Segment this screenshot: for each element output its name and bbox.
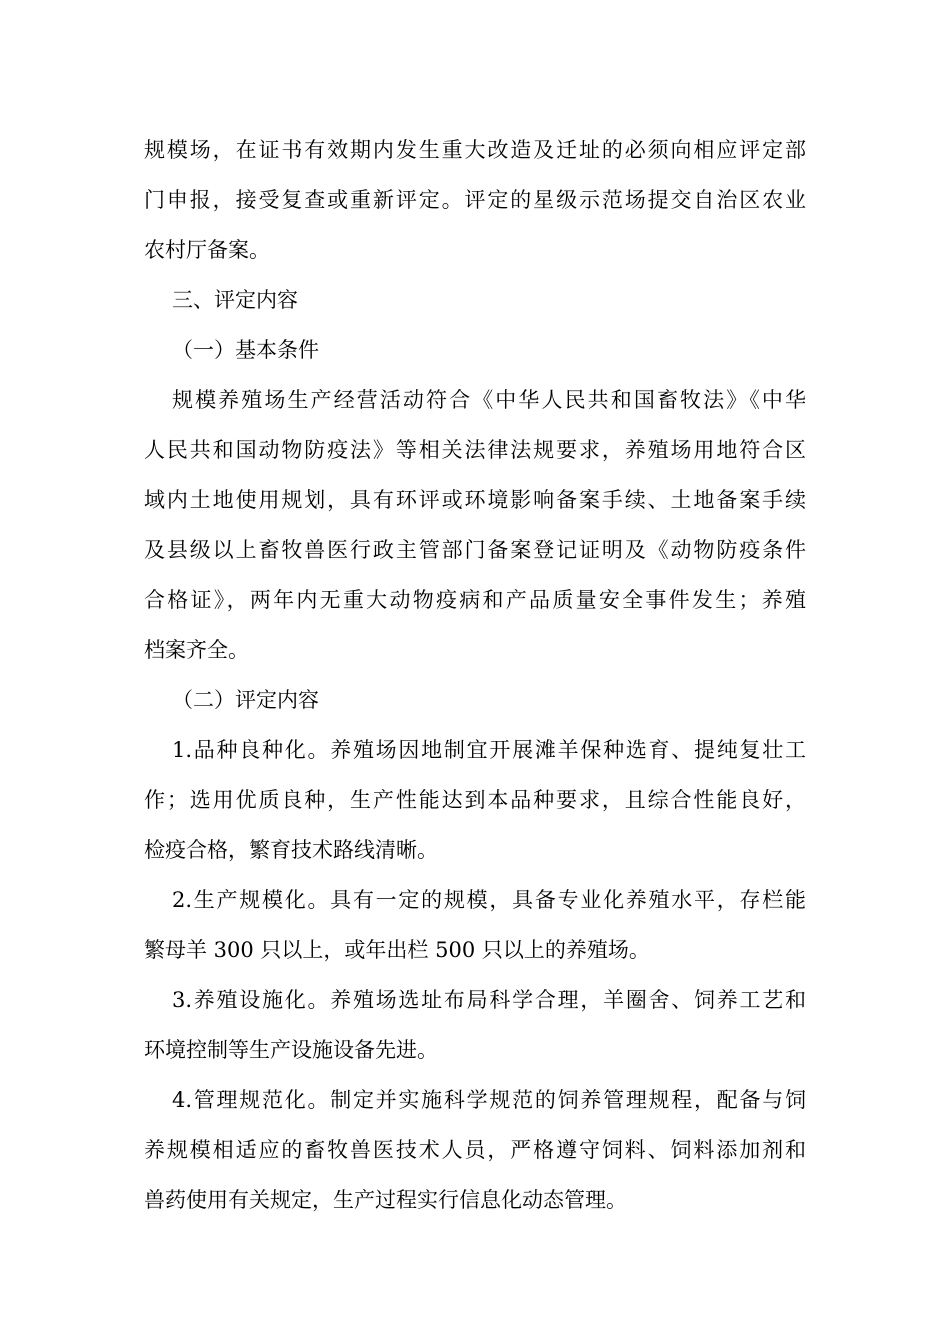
subsection-heading: （二）评定内容 (172, 688, 319, 712)
paragraph-line: 2.生产规模化。具有一定的规模，具备专业化养殖水平，存栏能 (172, 888, 806, 912)
paragraph-line: 3.养殖设施化。养殖场选址布局科学合理，羊圈舍、饲养工艺和 (172, 988, 806, 1012)
paragraph-line: 4.管理规范化。制定并实施科学规范的饲养管理规程，配备与饲 (172, 1088, 806, 1112)
paragraph-line: 门申报，接受复查或重新评定。评定的星级示范场提交自治区农业 (144, 188, 806, 212)
paragraph-line: 农村厅备案。 (144, 238, 270, 262)
paragraph-line: 及县级以上畜牧兽医行政主管部门备案登记证明及《动物防疫条件 (144, 538, 806, 562)
paragraph-line: 规模场，在证书有效期内发生重大改造及迁址的必须向相应评定部 (144, 138, 806, 162)
paragraph-line: 1.品种良种化。养殖场因地制宜开展滩羊保种选育、提纯复壮工 (172, 738, 806, 762)
section-heading: 三、评定内容 (172, 288, 298, 312)
paragraph-line: 规模养殖场生产经营活动符合《中华人民共和国畜牧法》《中华 (172, 388, 806, 412)
paragraph-line: 域内土地使用规划，具有环评或环境影响备案手续、土地备案手续 (144, 488, 806, 512)
paragraph-line: 人民共和国动物防疫法》等相关法律法规要求，养殖场用地符合区 (144, 438, 806, 462)
paragraph-line: 检疫合格，繁育技术路线清晰。 (144, 838, 438, 862)
paragraph-line: 环境控制等生产设施设备先进。 (144, 1038, 438, 1062)
paragraph-line: 合格证》，两年内无重大动物疫病和产品质量安全事件发生；养殖 (144, 588, 806, 612)
paragraph-line: 养规模相适应的畜牧兽医技术人员，严格遵守饲料、饲料添加剂和 (144, 1138, 806, 1162)
paragraph-line: 兽药使用有关规定，生产过程实行信息化动态管理。 (144, 1188, 627, 1212)
paragraph-line: 作；选用优质良种，生产性能达到本品种要求，且综合性能良好， (144, 788, 806, 812)
paragraph-line: 繁母羊 300 只以上，或年出栏 500 只以上的养殖场。 (144, 938, 650, 962)
paragraph-line: 档案齐全。 (144, 638, 249, 662)
subsection-heading: （一）基本条件 (172, 338, 319, 362)
